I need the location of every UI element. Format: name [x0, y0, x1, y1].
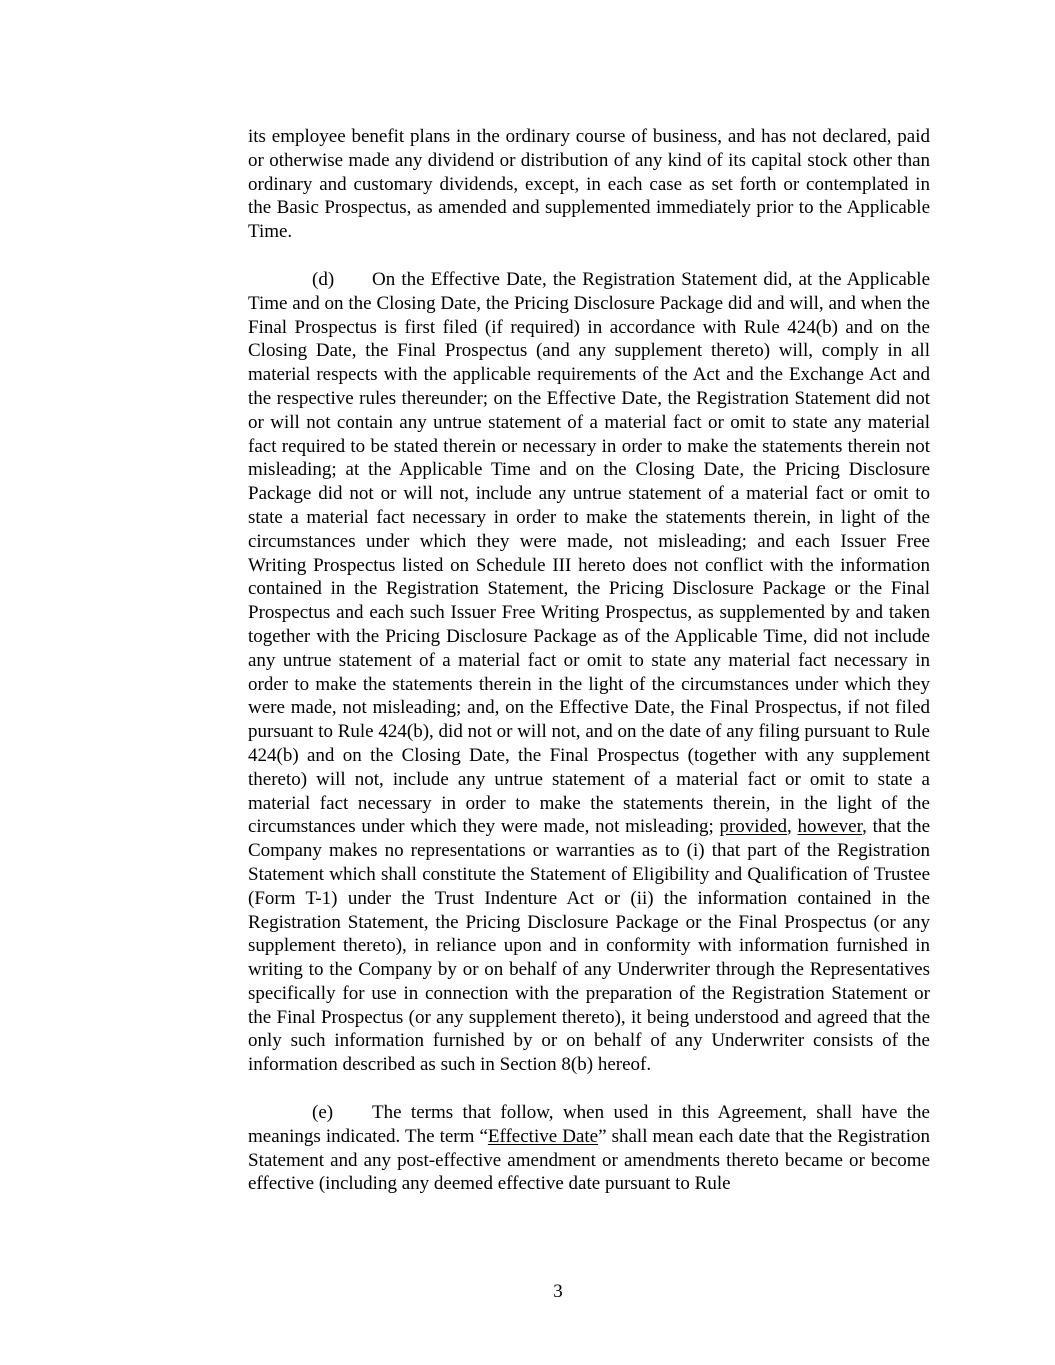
paragraph-continued: [248, 125, 930, 244]
paragraph-e-text-1: The terms that follow, when used in this Agreement, shall have the meanings indicated. The term “: [248, 1102, 930, 1147]
paragraph-d-label: (d): [312, 268, 335, 290]
paragraph-e-label: (e): [312, 1102, 334, 1124]
page-number: [0, 1280, 1055, 1304]
paragraph-e-text-2: ” shall mean each date that the Registration Statement and any post-effective amendment or amendments thereto became or become effective (including any deemed effective date pursuant to Rule: [248, 1125, 930, 1195]
document-body: [248, 125, 930, 1220]
paragraph-d-text-1: On the Effective Date, the Registration Statement did, at the Applicable Time and on the Closing Date, the Pricing Disclosure Package did and will, and when the Final Prospectus is first filed (if required) in accordance with Rule 424(b) and on the Closing Date, the Final Prospectus (and any supplement thereto) will, comply in all material respects with the applicable requirements of the Act and the Exchange Act and the respective rules thereunder; on the Effective Date, the Registration Statement did not or will not contain any untrue statement of a material fact or omit to state any material fact required to be stated therein or necessary in order to make the statements therein not misleading; at the Applicable Time and on the Closing Date, the Pricing Disclosure Package did not or will not, include any untrue statement of a material fact or omit to state a material fact necessary in order to make the statements therein, in light of the circumstances under which they were made, not misleading; and each Issuer Free Writing Prospectus listed on Schedule III hereto does not conflict with the information contained in the Registration Statement, the Pricing Disclosure Package or the Final Prospectus and each such Issuer Free Writing Prospectus, as supplemented by and taken together with the Pricing Disclosure Package as of the Applicable Time, did not include any untrue statement of a material fact or omit to state any material fact necessary in order to make the statements therein in the light of the circumstances under which they were made, not misleading; and, on the Effective Date, the Final Prospectus, if not filed pursuant to Rule 424(b), did not or will not, and on the date of any filing pursuant to Rule 424(b) and on the Closing Date, the Final Prospectus (together with any supplement thereto) will not, include any untrue statement of a material fact or omit to state a material fact necessary in order to make the statements therein, in the light of the circumstances under which they were made, not misleading;: [248, 268, 930, 838]
however-term: however: [797, 816, 863, 838]
paragraph-e: [248, 1101, 930, 1196]
paragraph-d: [248, 268, 930, 1077]
paragraph-d-text-2: , that the Company makes no representations or warranties as to (i) that part of the Registration Statement which shall constitute the Statement of Eligibility and Qualification of Trustee (Form T-1) under the Trust Indenture Act or (ii) the information contained in the Registration Statement, the Pricing Disclosure Package or the Final Prospectus (or any supplement thereto), in reliance upon and in conformity with information furnished in writing to the Company by or on behalf of any Underwriter through the Representatives specifically for use in connection with the preparation of the Registration Statement or the Final Prospectus (or any supplement thereto), it being understood and agreed that the only such information furnished by or on behalf of any Underwriter consists of the information described as such in Section 8(b) hereof.: [248, 816, 931, 1076]
page-number-text: 3: [553, 1281, 563, 1302]
paragraph-continued-text: its employee benefit plans in the ordinary course of business, and has not declared, paid or otherwise made any dividend or distribution of any kind of its capital stock other than ordinary and customary dividends, except, in each case as set forth or contemplated in the Basic Prospectus, as amended and supplemented immediately prior to the Applicable Time.: [248, 126, 930, 243]
effective-date-term: Effective Date: [487, 1125, 599, 1147]
provided-term: provided: [719, 816, 788, 838]
provided-comma: ,: [787, 816, 792, 838]
